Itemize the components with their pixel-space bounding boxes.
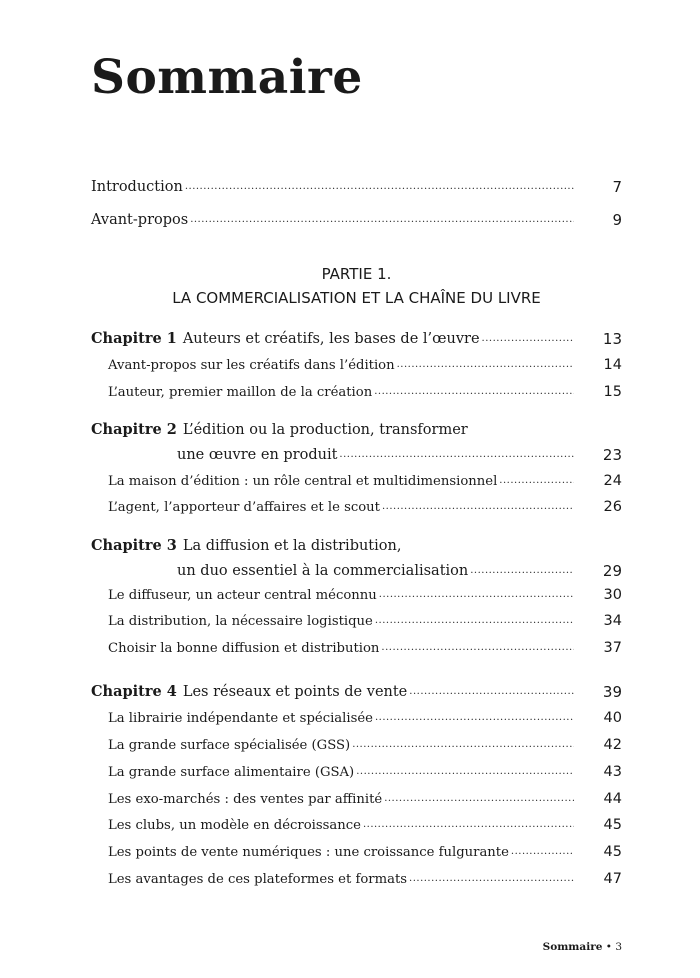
dot-leader (499, 475, 574, 487)
toc-entry-introduction[interactable] (91, 172, 622, 196)
toc-page-number: 34 (603, 612, 622, 629)
dot-leader (185, 181, 574, 193)
toc-section[interactable] (108, 606, 622, 630)
section-label: Le diffuseur, un acteur central méconnu (108, 588, 377, 604)
section-label: La grande surface spécialisée (GSS) (108, 738, 351, 754)
toc-entry-label: Introduction (91, 178, 183, 195)
toc-page-number: 26 (603, 498, 622, 515)
dot-leader (397, 359, 574, 371)
dot-leader (375, 615, 574, 627)
part-title: LA COMMERCIALISATION ET LA CHAÎNE DU LIVRE (172, 289, 541, 307)
footer-page-number: 3 (615, 941, 622, 953)
chapter-prefix: Chapitre 3 (91, 537, 177, 554)
toc-section[interactable] (108, 466, 622, 490)
footer-separator: • (605, 941, 612, 953)
dot-leader (379, 589, 574, 601)
dot-leader (356, 766, 574, 778)
toc-entry-label: Avant-propos (91, 211, 189, 228)
toc-chapter-2-line1[interactable] (91, 421, 468, 439)
toc-section[interactable] (108, 757, 622, 781)
toc-section[interactable] (108, 350, 622, 374)
toc-section[interactable] (108, 633, 622, 657)
toc-section[interactable] (108, 864, 622, 888)
toc-page-number: 14 (603, 356, 622, 373)
section-label: La librairie indépendante et spécialisée (108, 711, 373, 727)
toc-section[interactable] (108, 580, 622, 604)
part-heading (91, 262, 622, 310)
toc-page-number: 30 (603, 586, 622, 603)
toc-section[interactable] (108, 377, 622, 401)
toc-page-number: 7 (612, 178, 622, 196)
toc-page-number: 39 (602, 683, 622, 701)
toc-page-number: 45 (603, 843, 622, 860)
toc-section[interactable] (108, 810, 622, 834)
toc-page-number: 37 (603, 639, 622, 656)
dot-leader (339, 449, 574, 461)
page-footer (543, 941, 622, 953)
section-label: Les clubs, un modèle en décroissance (108, 818, 361, 834)
dot-leader (470, 565, 574, 577)
chapter-prefix: Chapitre 1 (91, 329, 177, 347)
section-label: L’auteur, premier maillon de la création (108, 385, 373, 401)
toc-section[interactable] (108, 730, 622, 754)
toc-page-number: 44 (603, 790, 622, 807)
toc-page-number: 9 (612, 211, 622, 229)
toc-page-number: 29 (602, 562, 622, 580)
toc-chapter-3-line1[interactable] (91, 537, 401, 555)
chapter-title: La diffusion et la distribution, (182, 538, 402, 554)
dot-leader (375, 712, 574, 724)
toc-entry-avant-propos[interactable] (91, 205, 622, 229)
section-label: Les avantages de ces plateformes et formats (108, 872, 408, 888)
toc-page-number: 40 (603, 709, 622, 726)
dot-leader (363, 819, 574, 831)
toc-page-number: 47 (603, 870, 622, 887)
toc-page-number: 45 (603, 816, 622, 833)
section-label: La distribution, la nécessaire logistique (108, 614, 373, 630)
section-label: Les exo-marchés : des ventes par affinité (108, 792, 383, 808)
chapter-title: Auteurs et créatifs, les bases de l’œuvre (182, 330, 480, 347)
section-label: L’agent, l’apporteur d’affaires et le scout (108, 500, 380, 516)
dot-leader (482, 333, 574, 345)
chapter-prefix: Chapitre 4 (91, 682, 177, 700)
toc-section[interactable] (108, 837, 622, 861)
toc-page-number: 13 (602, 330, 622, 348)
dot-leader (409, 873, 574, 885)
section-label: Les points de vente numériques : une croissance fulgurante (108, 845, 509, 861)
part-number: PARTIE 1. (321, 265, 392, 283)
toc-section[interactable] (108, 492, 622, 516)
chapter-prefix: Chapitre 2 (91, 421, 177, 438)
dot-leader (409, 686, 574, 698)
section-label: Avant-propos sur les créatifs dans l’édition (108, 358, 395, 374)
section-label: Choisir la bonne diffusion et distribution (108, 641, 380, 657)
toc-section[interactable] (108, 703, 622, 727)
toc-page-number: 24 (603, 472, 622, 489)
toc-page-number: 23 (602, 446, 622, 464)
page-title: Sommaire (91, 50, 363, 105)
dot-leader (511, 846, 574, 858)
toc-page-number: 43 (603, 763, 622, 780)
dot-leader (190, 214, 574, 226)
chapter-title: Les réseaux et points de vente (182, 683, 408, 700)
section-label: La grande surface alimentaire (GSA) (108, 765, 355, 781)
chapter-title-cont: un duo essentiel à la commercialisation (177, 562, 469, 579)
chapter-title-cont: une œuvre en produit (177, 446, 338, 463)
footer-label: Sommaire (542, 941, 603, 953)
dot-leader (384, 793, 574, 805)
toc-section[interactable] (108, 784, 622, 808)
toc-chapter-2[interactable] (177, 440, 622, 464)
toc-chapter-3[interactable] (177, 556, 622, 580)
dot-leader (352, 739, 574, 751)
toc-chapter-4[interactable] (91, 677, 622, 701)
toc-page-number: 15 (603, 383, 622, 400)
dot-leader (381, 642, 574, 654)
chapter-title: L’édition ou la production, transformer (182, 422, 468, 438)
dot-leader (382, 501, 574, 513)
section-label: La maison d’édition : un rôle central et multidimensionnel (108, 474, 498, 490)
dot-leader (374, 386, 574, 398)
toc-chapter-1[interactable] (91, 324, 622, 348)
toc-page-number: 42 (603, 736, 622, 753)
